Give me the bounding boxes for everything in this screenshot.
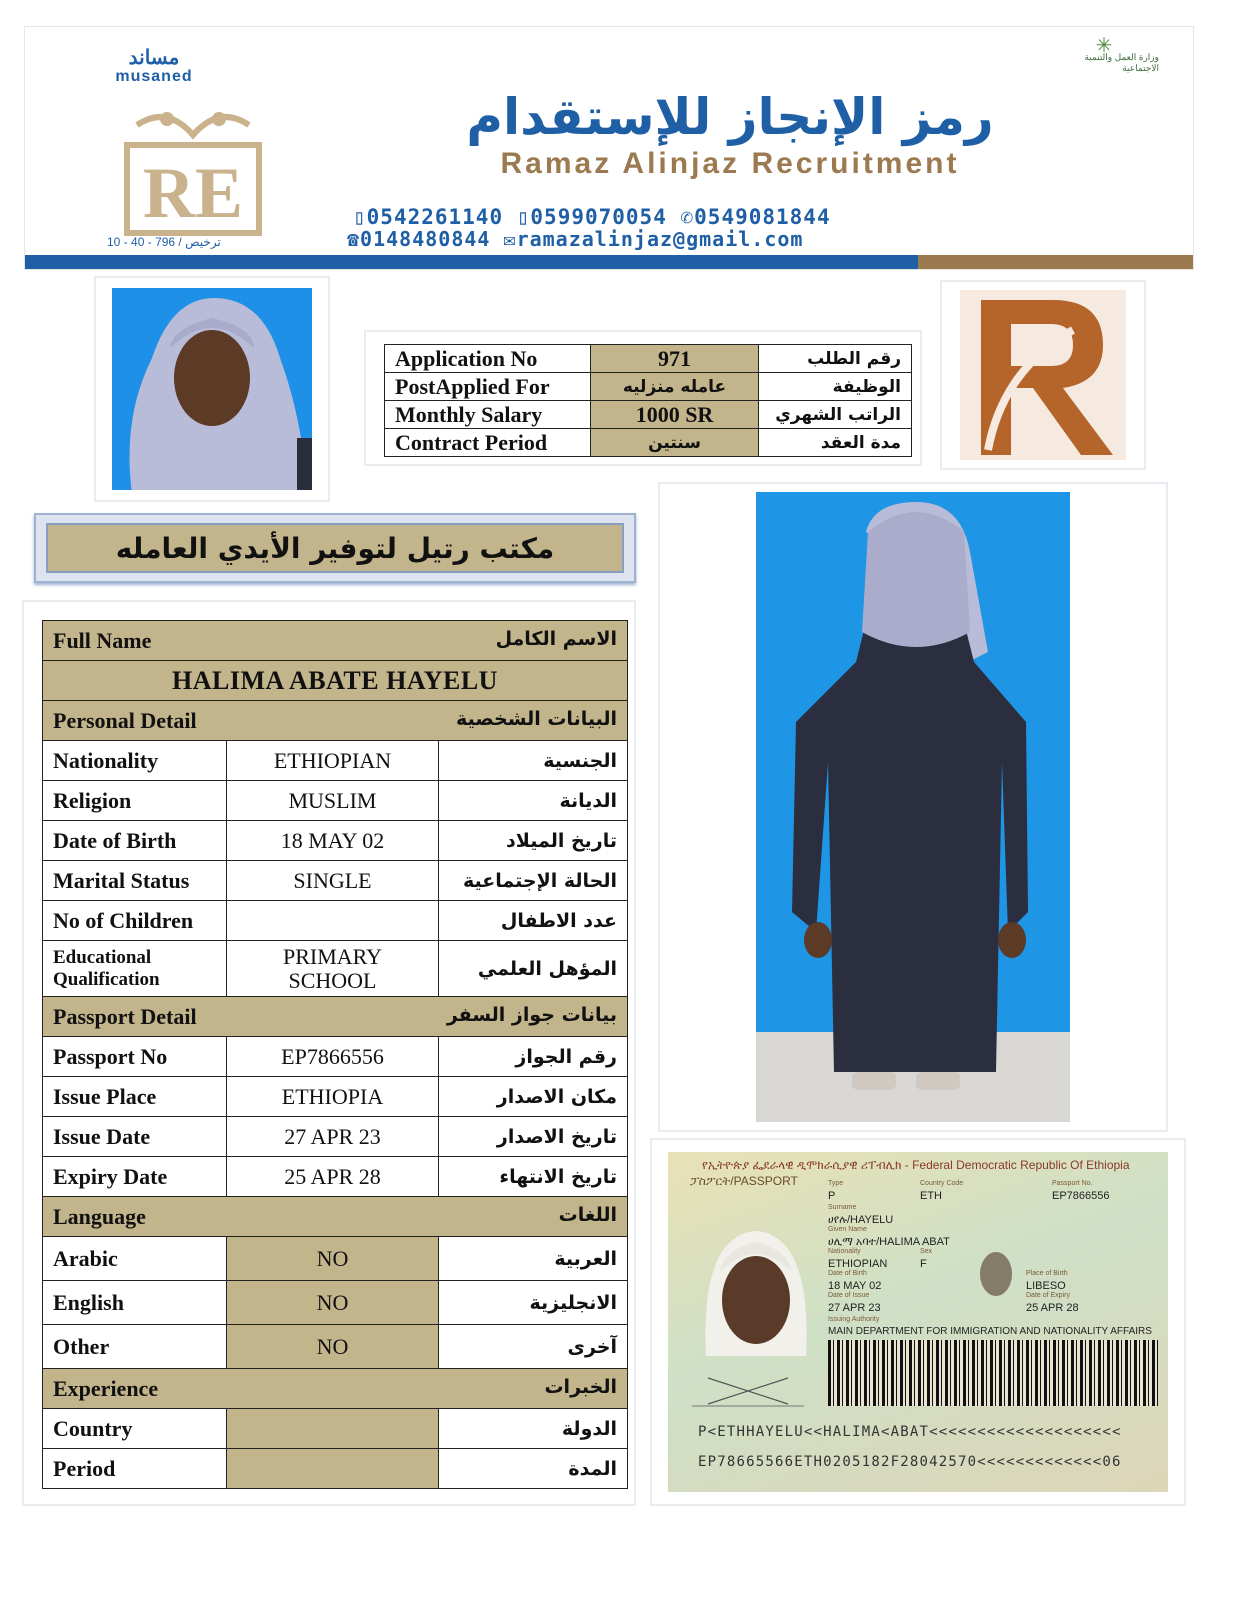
application-value: 971 <box>591 345 759 373</box>
passport-issue-date: Date of Issue 27 APR 23 <box>828 1292 881 1314</box>
svg-text:RE: RE <box>142 153 244 233</box>
header-banner <box>24 26 1194 270</box>
passport-type-value: P <box>828 1190 836 1202</box>
field-value: NO <box>227 1237 439 1281</box>
details-panel <box>22 600 636 1506</box>
section-header-language <box>43 1197 628 1237</box>
passport-mrz-line-1: P<ETHHAYELU<<HALIMA<ABAT<<<<<<<<<<<<<<<<<<<< <box>698 1424 1122 1440</box>
portrait-photo <box>112 288 312 490</box>
mobile-icon: ▯ <box>516 205 531 229</box>
table-row <box>43 1409 628 1449</box>
table-row <box>43 1237 628 1281</box>
musaned-logo <box>89 47 219 85</box>
application-table <box>384 344 912 457</box>
application-label: Monthly Salary <box>385 401 591 429</box>
table-row <box>43 941 628 997</box>
table-row <box>43 1157 628 1197</box>
ministry-text: وزارة العمل والتنمية الاجتماعية <box>1084 52 1159 73</box>
whatsapp-icon: ✆ <box>680 205 695 229</box>
field-label: Date of Birth <box>43 821 227 861</box>
application-row <box>385 401 912 429</box>
application-label: PostApplied For <box>385 373 591 401</box>
section-header-personal <box>43 701 628 741</box>
office-title-box <box>34 513 636 583</box>
field-label: Marital Status <box>43 861 227 901</box>
passport-dob: Date of Birth 18 MAY 02 <box>828 1270 882 1292</box>
field-value <box>227 1449 439 1489</box>
passport-given-name-value: ሀሊማ አባተ/HALIMA ABAT <box>828 1236 950 1248</box>
field-value: NO <box>227 1281 439 1325</box>
table-row <box>43 821 628 861</box>
r-logo-frame <box>940 280 1146 470</box>
musaned-logo-ar: مساند <box>128 47 180 69</box>
field-value: MUSLIM <box>227 781 439 821</box>
field-label-ar: الحالة الإجتماعية <box>439 861 628 901</box>
passport-photo-icon <box>696 1216 816 1356</box>
field-label: Issue Date <box>43 1117 227 1157</box>
personal-detail-label: Personal Detail <box>53 707 197 733</box>
passport-scan-frame <box>650 1138 1186 1506</box>
office-title-inner <box>46 523 624 573</box>
table-row <box>43 781 628 821</box>
full-body-photo <box>756 492 1070 1122</box>
details-table <box>42 620 628 1489</box>
banner-stripe-tan <box>918 255 1193 269</box>
signature-icon <box>688 1370 808 1410</box>
contact-phones <box>353 205 1113 229</box>
field-value: ETHIOPIA <box>227 1077 439 1117</box>
passport-detail-label: Passport Detail <box>53 1003 197 1029</box>
application-label-ar: الوظيفة <box>759 373 912 401</box>
r-letter-logo-icon <box>963 290 1123 460</box>
section-header-experience <box>43 1369 628 1409</box>
table-row <box>43 1077 628 1117</box>
full-name-row <box>43 661 628 701</box>
field-value: NO <box>227 1325 439 1369</box>
language-label-ar: اللغات <box>558 1203 617 1226</box>
field-value: 25 APR 28 <box>227 1157 439 1197</box>
landline: 0148480844 <box>360 227 491 251</box>
table-row <box>43 861 628 901</box>
passport-issue-date-value: 27 APR 23 <box>828 1302 881 1314</box>
experience-label-ar: الخبرات <box>544 1375 617 1398</box>
passport-sex-value: F <box>920 1258 927 1270</box>
portrait-photo-frame <box>94 276 330 502</box>
table-row <box>43 901 628 941</box>
field-value: 27 APR 23 <box>227 1117 439 1157</box>
field-label: Religion <box>43 781 227 821</box>
field-value: ETHIOPIAN <box>227 741 439 781</box>
application-label-ar: رقم الطلب <box>759 345 912 373</box>
section-header-passport <box>43 997 628 1037</box>
field-label: Period <box>43 1449 227 1489</box>
application-label: Contract Period <box>385 429 591 457</box>
field-label-ar: رقم الجواز <box>439 1037 628 1077</box>
musaned-logo-en: musaned <box>115 68 193 85</box>
passport-expiry-date-value: 25 APR 28 <box>1026 1302 1079 1314</box>
application-value: 1000 SR <box>591 401 759 429</box>
mobile-icon: ▯ <box>353 205 367 229</box>
brand-name-en: Ramaz Alinjaz Recruitment <box>500 147 960 180</box>
passport-country-code-value: ETH <box>920 1190 942 1202</box>
email: ramazalinjaz@gmail.com <box>516 227 804 251</box>
application-row <box>385 429 912 457</box>
application-value: عامله منزليه <box>591 373 759 401</box>
passport-scan <box>668 1152 1168 1492</box>
application-label-ar: مدة العقد <box>759 429 912 457</box>
field-label: Issue Place <box>43 1077 227 1117</box>
field-label-ar: مكان الاصدار <box>439 1077 628 1117</box>
field-label-ar: تاريخ الانتهاء <box>439 1157 628 1197</box>
passport-dob-value: 18 MAY 02 <box>828 1280 882 1292</box>
field-label-ar: تاريخ الاصدار <box>439 1117 628 1157</box>
passport-header: የኢትዮጵያ ፌደራላዊ ዲሞክራሲያዊ ሪፐብሊክ - Federal Democratic Republic Of Ethiopia <box>702 1158 1130 1172</box>
application-label: Application No <box>385 345 591 373</box>
field-value <box>227 1409 439 1449</box>
field-label-ar: تاريخ الميلاد <box>439 821 628 861</box>
field-value <box>227 901 439 941</box>
passport-expiry-date: Date of Expiry 25 APR 28 <box>1026 1292 1079 1314</box>
passport-nationality: Nationality ETHIOPIAN <box>828 1248 888 1270</box>
passport-authority: Issuing Authority MAIN DEPARTMENT FOR IMMIGRATION AND NATIONALITY AFFAIRS <box>828 1316 1152 1337</box>
full-name-label-ar: الاسم الكامل <box>495 627 617 650</box>
r-logo <box>960 290 1126 460</box>
field-label: Educational Qualification <box>43 941 227 997</box>
field-label: Other <box>43 1325 227 1369</box>
application-row <box>385 345 912 373</box>
field-label: Passport No <box>43 1037 227 1077</box>
passport-number: Passport No. EP7866556 <box>1052 1180 1110 1202</box>
field-label-ar: العربية <box>439 1237 628 1281</box>
telephone-icon: ☎ <box>347 227 361 251</box>
field-value: EP7866556 <box>227 1037 439 1077</box>
brand-name-ar: رمز الإنجاز للإستقدام <box>466 88 994 146</box>
field-label: English <box>43 1281 227 1325</box>
email-icon: ✉ <box>503 227 517 251</box>
passport-place-of-birth-value: LIBESO <box>1026 1280 1066 1292</box>
field-label-ar: المدة <box>439 1449 628 1489</box>
application-panel <box>364 330 922 466</box>
full-name-value: HALIMA ABATE HAYELU <box>43 661 628 701</box>
table-row <box>43 1281 628 1325</box>
table-row <box>43 741 628 781</box>
full-name-label: Full Name <box>53 627 152 653</box>
field-label: Country <box>43 1409 227 1449</box>
field-label-ar: الديانة <box>439 781 628 821</box>
field-value: SINGLE <box>227 861 439 901</box>
passport-surname-value: ሀየሉ/HAYELU <box>828 1214 894 1226</box>
personal-detail-label-ar: البيانات الشخصية <box>456 707 617 730</box>
phone-3: 0549081844 <box>694 205 831 229</box>
language-label: Language <box>53 1203 146 1229</box>
person-full-body-icon <box>756 492 1070 1122</box>
passport-type: Type P <box>828 1180 844 1202</box>
phone-2: 0599070054 <box>530 205 667 229</box>
field-value: PRIMARY SCHOOL <box>227 941 439 997</box>
passport-doc-label: ፓስፖርት/PASSPORT <box>690 1174 798 1188</box>
passport-detail-label-ar: بيانات جواز السفر <box>446 1003 617 1026</box>
table-row <box>43 1325 628 1369</box>
field-label: No of Children <box>43 901 227 941</box>
phone-1: 0542261140 <box>366 205 504 229</box>
field-label-ar: الجنسية <box>439 741 628 781</box>
application-row <box>385 373 912 401</box>
passport-sex: Sex F <box>920 1248 933 1270</box>
field-label: Expiry Date <box>43 1157 227 1197</box>
contact-secondary <box>347 227 1107 251</box>
passport-ghost-photo-icon <box>974 1248 1018 1304</box>
table-row <box>43 1117 628 1157</box>
field-label-ar: عدد الاطفال <box>439 901 628 941</box>
passport-authority-value: MAIN DEPARTMENT FOR IMMIGRATION AND NATIONALITY AFFAIRS <box>828 1326 1152 1337</box>
re-logo-icon <box>107 105 279 237</box>
full-body-photo-frame <box>658 482 1168 1132</box>
field-label: Nationality <box>43 741 227 781</box>
passport-surname: Surname ሀየሉ/HAYELU <box>828 1204 894 1226</box>
application-label-ar: الراتب الشهري <box>759 401 912 429</box>
table-row <box>43 1037 628 1077</box>
field-label-ar: آخرى <box>439 1325 628 1369</box>
field-label-ar: الانجليزية <box>439 1281 628 1325</box>
person-portrait-icon <box>112 288 312 490</box>
field-label-ar: الدولة <box>439 1409 628 1449</box>
passport-mrz-line-2: EP78665566ETH0205182F28042570<<<<<<<<<<<<<06 <box>698 1454 1122 1470</box>
passport-given-name: Given Name ሀሊማ አባተ/HALIMA ABAT <box>828 1226 950 1248</box>
field-value: 18 MAY 02 <box>227 821 439 861</box>
passport-nationality-value: ETHIOPIAN <box>828 1258 888 1270</box>
field-label-ar: المؤهل العلمي <box>439 941 628 997</box>
ministry-logo <box>1049 35 1159 74</box>
field-label: Arabic <box>43 1237 227 1281</box>
application-value: سنتين <box>591 429 759 457</box>
passport-country-code: Country Code ETH <box>920 1180 964 1202</box>
section-header-full-name <box>43 621 628 661</box>
experience-label: Experience <box>53 1375 159 1401</box>
passport-place-of-birth: Place of Birth LIBESO <box>1026 1270 1068 1292</box>
passport-barcode <box>828 1340 1158 1406</box>
passport-number-value: EP7866556 <box>1052 1190 1110 1202</box>
license-number: ترخيص / 796 - 40 - 10 <box>107 235 221 249</box>
table-row <box>43 1449 628 1489</box>
banner-stripe-blue <box>25 255 920 269</box>
palm-icon: ✳ <box>1095 35 1113 57</box>
office-title: مكتب رتيل لتوفير الأيدي العامله <box>115 531 555 565</box>
